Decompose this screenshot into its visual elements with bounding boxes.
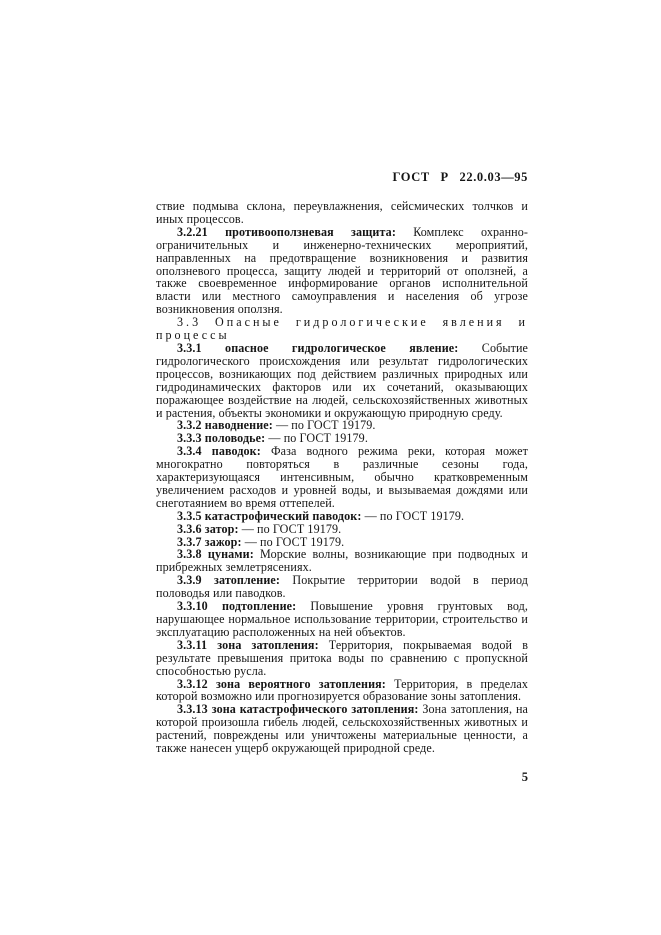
term-label: 3.3.11 зона затопления: <box>177 637 319 652</box>
term-label: 3.3.8 цунами: <box>177 547 254 562</box>
definition-text: — по ГОСТ 19179. <box>241 521 342 536</box>
section-heading-3-3: 3.3 Опасные гидрологические явления и процессы <box>156 315 528 343</box>
standard-designation: ГОСТ Р 22.0.03—95 <box>392 170 528 184</box>
term-label: 3.3.2 наводнение: <box>177 418 273 433</box>
paragraph-3-3-13 <box>156 703 528 755</box>
paragraph-3-3-4 <box>156 445 528 510</box>
definition-text: Зона затопления, на которой произошла гибель людей, сельскохозяйственных животных и растений, повреждены или уничтожены материальные ценности, а также нанесен ущерб окружающей природной среде. <box>156 702 528 756</box>
term-label: 3.3.5 катастрофический паводок: <box>177 508 362 523</box>
definition-text: — по ГОСТ 19179. <box>268 431 368 446</box>
page-content <box>156 170 528 785</box>
term-label: 3.3.7 зажор: <box>177 534 242 549</box>
running-header <box>156 170 528 185</box>
definition-text: Морские волны, возникающие при подводных и прибрежных землетрясениях. <box>156 547 529 575</box>
paragraph-3-2-21 <box>156 226 528 316</box>
page-number: 5 <box>521 769 528 784</box>
paragraph-3-3-9 <box>156 574 528 600</box>
term-label: 3.3.10 подтопление: <box>177 599 297 614</box>
paragraph-3-3-11 <box>156 639 528 678</box>
paragraph-3-3-10 <box>156 600 528 639</box>
term-label: 3.3.4 паводок: <box>177 444 261 459</box>
definition-text: Покрытие территории водой в период половодья или паводков. <box>156 573 529 601</box>
definition-text: Территория, в пределах которой возможно или прогнозируется образование зоны затопления. <box>156 676 529 704</box>
paragraph-continuation: ствие подмыва склона, переувлажнения, сейсмических толчков и иных процессов. <box>156 199 528 226</box>
term-label: 3.3.13 зона катастрофического затопления: <box>177 702 419 717</box>
paragraph-3-3-1 <box>156 342 528 419</box>
term-label: 3.3.12 зона вероятного затопления: <box>177 676 386 691</box>
definition-text: — по ГОСТ 19179. <box>275 418 376 433</box>
term-label: 3.3.1 опасное гидрологическое явление: <box>177 340 459 355</box>
definition-text: Комплекс охранно-ограничительных и инженерно-технических мероприятий, направленных на предотвращение возникновения и развития оползневого процесса, защиту людей и территорий от оползней, а также своевременное информирование органов исполнительной власти или местного самоуправления и населения об угрозе возникновения оползня. <box>156 224 529 317</box>
term-label: 3.3.6 затор: <box>177 521 239 536</box>
definition-text: — по ГОСТ 19179. <box>244 534 345 549</box>
definition-text: Повышение уровня грунтовых вод, нарушающее нормальное использование территории, строительство и эксплуатацию расположенных на ней объектов. <box>156 599 528 639</box>
definition-text: Фаза водного режима реки, которая может многократно повторяться в различные сезоны года, характеризующаяся интенсивным, обычно кратковременным увеличением расходов и уровней воды, и вызываемая дождями или снеготаянием во время оттепелей. <box>156 444 529 510</box>
definition-text: Территория, покрываемая водой в результате превышения притока воды по сравнению с пропускной способностью русла. <box>156 637 529 678</box>
definition-text: — по ГОСТ 19179. <box>364 508 465 523</box>
term-label: 3.3.9 затопление: <box>177 573 281 588</box>
definition-text: Событие гидрологического происхождения или результат гидрологических процессов, возникающих под действием различных природных или гидродинамических факторов или их сочетаний, оказывающих поражающее воздействие на людей, сельскохозяйственных животных и растения, объекты экономики и окружающую природную среду. <box>156 340 528 420</box>
paragraph-3-3-12 <box>156 678 528 704</box>
paragraph-3-3-8 <box>156 548 528 574</box>
term-label: 3.3.3 половодье: <box>177 431 266 446</box>
term-label: 3.2.21 противооползневая защита: <box>177 224 396 239</box>
